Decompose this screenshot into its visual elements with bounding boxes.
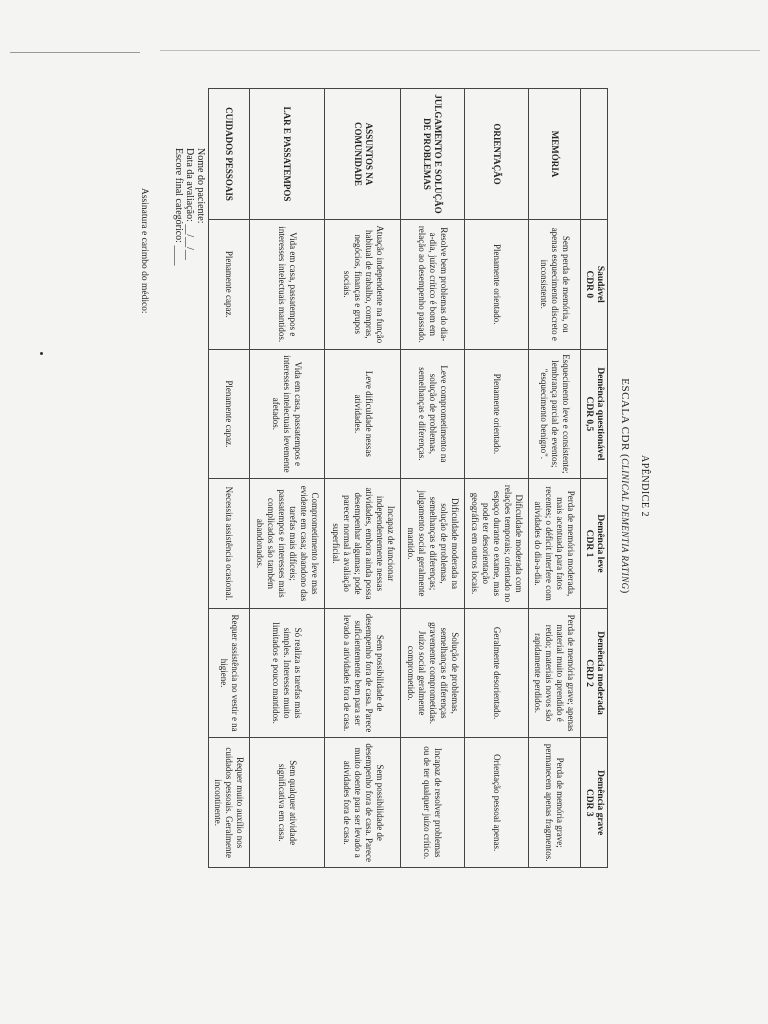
scan-edge-line — [160, 50, 760, 51]
column-code: CDR 1 — [584, 529, 594, 558]
patient-fields — [173, 148, 206, 448]
table-cell: Leve dificuldade nessas atividades. — [325, 349, 401, 479]
table-cell: Plenamente orientado. — [464, 349, 528, 479]
table-cell: Requer muito auxílio nos cuidados pessoais. Geralmente incontinente. — [209, 738, 250, 868]
table-cell: Vida em casa, passatempos e interesses intelectuais levemente afetados. — [249, 349, 325, 479]
table-cell: Requer assistência no vestir e na higiene. — [209, 608, 250, 738]
title-end: ) — [619, 589, 631, 594]
table-cell: Sem perda de memória, ou apenas esquecimento discreto e inconsistente. — [528, 220, 580, 350]
column-label: Demência grave — [595, 770, 605, 836]
patient-name-field: Nome do paciente: — [195, 148, 206, 224]
column-header — [581, 349, 608, 479]
table-cell: Perda de memória grave; apenas material muito aprendido é retido; materiais novos são rapidamente perdidos. — [528, 608, 580, 738]
table-cell: Geralmente desorientado. — [464, 608, 528, 738]
table-cell: Necessita assistência ocasional. — [209, 479, 250, 609]
table-row — [400, 89, 464, 868]
table-cell: Dificuldade moderada com relações temporais; orientado no espaço durante o exame, mas pode ter desorientação geográfica em outros locais. — [464, 479, 528, 609]
header-empty-cell — [581, 89, 608, 220]
table-cell: Solução de problemas, semelhanças e diferenças gravemente comprometidas. Juízo social geralmente comprometido. — [400, 608, 464, 738]
table-cell: Perda de memória moderada, mais acentuada para fatos recentes; o déficit interfere com atividades do dia-a-dia. — [528, 479, 580, 609]
table-row — [249, 89, 325, 868]
table-cell: Orientação pessoal apenas. — [464, 738, 528, 868]
row-category: ORIENTAÇÃO — [464, 89, 528, 220]
title-italic: CLINICAL DEMENTIA RATING — [620, 458, 630, 590]
row-category: CUIDADOS PESSOAIS — [209, 89, 250, 220]
column-header — [581, 479, 608, 609]
column-header — [581, 220, 608, 350]
column-label: Demência leve — [595, 514, 605, 573]
table-cell: Só realiza as tarefas mais simples. Interesses muito limitados e pouco mantidos. — [249, 608, 325, 738]
column-code: CDR 0,5 — [584, 396, 594, 432]
table-header-row — [581, 89, 608, 868]
table-cell: Comprometimento leve mas evidente em casa; abandono das tarefas mais difíceis; passatempos e interesses mais complicados são também abandonados. — [249, 479, 325, 609]
table-row — [528, 89, 580, 868]
table-cell: Perda de memória grave; permanecem apenas fragmentos. — [528, 738, 580, 868]
column-code: CDR 0 — [584, 270, 594, 299]
scan-speck — [40, 352, 43, 355]
appendix-label: APÊNDICE 2 — [639, 455, 650, 517]
table-row — [209, 89, 250, 868]
column-header — [581, 608, 608, 738]
column-code: CRD 2 — [584, 659, 594, 687]
table-cell: Incapaz de resolver problemas ou de ter qualquer juízo crítico. — [400, 738, 464, 868]
cdr-table — [208, 88, 608, 868]
physician-signature-label: Assinatura e carimbo do médico: — [139, 188, 149, 314]
table-row — [464, 89, 528, 868]
table-cell: Sem possibilidade de desempenho fora de casa. Parece muito doente para ser levado a atividades fora de casa. — [325, 738, 401, 868]
table-cell: Esquecimento leve e consistente; lembrança parcial de eventos; "esquecimento benigno". — [528, 349, 580, 479]
column-label: Saudável — [595, 265, 605, 303]
table-row — [325, 89, 401, 868]
final-score-field: Escore final categórico: ____ — [173, 148, 184, 266]
title-main: ESCALA CDR ( — [619, 378, 631, 459]
document-title — [619, 88, 631, 884]
table-cell: Leve comprometimento na solução de problemas, semelhanças e diferenças. — [400, 349, 464, 479]
table-cell: Plenamente capaz. — [209, 220, 250, 350]
table-cell: Incapaz de funcionar independentemente nessas atividades, embora ainda possa desempenhar algumas; pode parecer normal à avaliação superficial. — [325, 479, 401, 609]
row-category: JULGAMENTO E SOLUÇÃO DE PROBLEMAS — [400, 89, 464, 220]
evaluation-date-field: Data da avaliação: __/__/__ — [184, 148, 195, 260]
table-cell: Sem possibilidade de desempenho fora de casa. Parece suficientemente bem para ser levado a atividades fora de casa. — [325, 608, 401, 738]
table-cell: Resolve bem problemas do dia-a-dia, juízo crítico é bom em relação ao desempenho passado. — [400, 220, 464, 350]
column-code: CDR 3 — [584, 788, 594, 817]
column-label: Demência questionável — [595, 367, 605, 461]
table-cell: Atuação independente na função habitual de trabalho, compras, negócios, finanças e grupos sociais. — [325, 220, 401, 350]
row-category: ASSUNTOS NA COMUNIDADE — [325, 89, 401, 220]
table-cell: Vida em casa, passatempos e interesses intelectuais mantidos. — [249, 220, 325, 350]
table-cell: Plenamente capaz. — [209, 349, 250, 479]
table-cell: Sem qualquer atividade significativa em casa. — [249, 738, 325, 868]
column-label: Demência moderada — [595, 631, 605, 715]
row-category: LAR E PASSATEMPOS — [249, 89, 325, 220]
column-header — [581, 738, 608, 868]
row-category: MEMÓRIA — [528, 89, 580, 220]
page-header — [614, 88, 654, 884]
table-cell: Dificuldade moderada na solução de problemas, semelhanças e diferenças; julgamento social geralmente mantido. — [400, 479, 464, 609]
scan-edge-line — [10, 52, 140, 53]
rotated-document-page — [134, 88, 654, 884]
table-cell: Plenamente orientado. — [464, 220, 528, 350]
